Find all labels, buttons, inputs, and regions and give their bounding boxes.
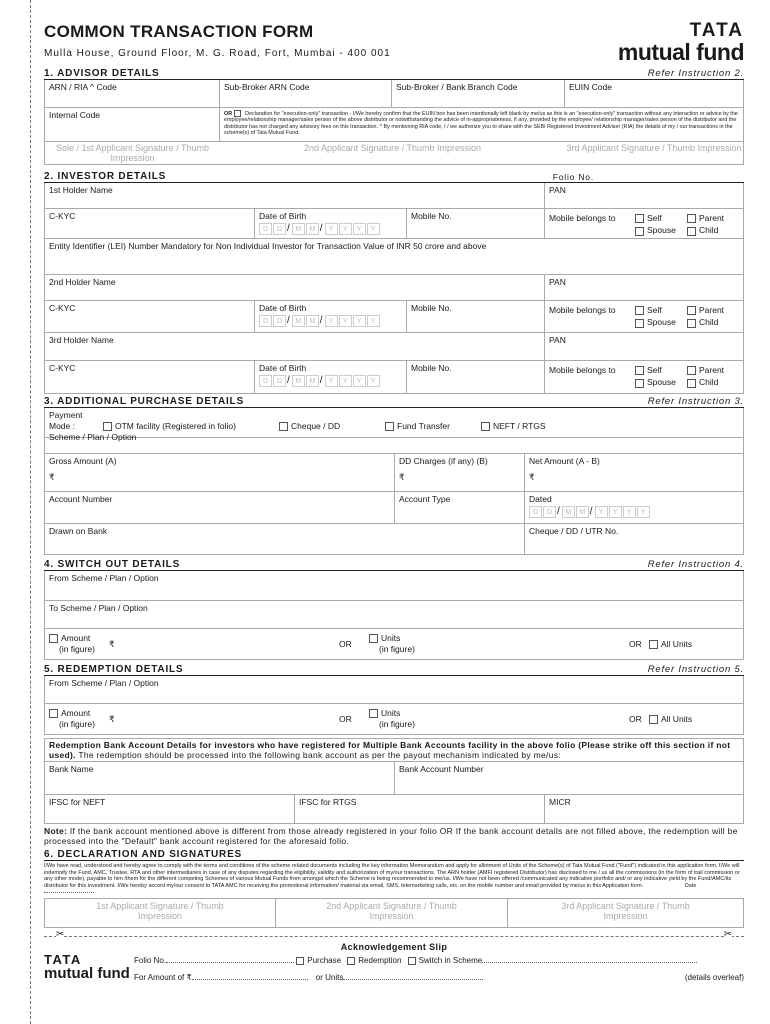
amount-label: Amount (61, 708, 91, 718)
slip-title: Acknowledgement Slip (340, 941, 448, 952)
all-units-label: All Units (661, 638, 693, 649)
from-label: From Scheme / Plan / Option (49, 573, 159, 583)
slip-switch-checkbox[interactable] (408, 957, 416, 965)
account-type-label: Account Type (399, 494, 451, 504)
dob-boxes: D D / M M / Y Y Y Y (259, 375, 402, 387)
investor-box (44, 183, 744, 394)
folio-label: Folio No. (552, 172, 594, 182)
switch-to-field[interactable] (45, 601, 743, 629)
advisor-box (44, 80, 744, 165)
sub-broker-arn-field[interactable] (220, 80, 392, 108)
or-label: OR (629, 714, 642, 724)
account-number-label: Account Number (49, 494, 113, 504)
spouse-label: Spouse (647, 225, 676, 236)
section-purchase-heading (44, 394, 744, 408)
switch-from-field[interactable] (45, 571, 743, 601)
self-checkbox[interactable] (635, 306, 644, 315)
purchase-box (44, 408, 744, 555)
cheque-dd-checkbox[interactable] (279, 422, 288, 431)
slip-logo-tata: TATA (44, 951, 82, 967)
slip-redemption-checkbox[interactable] (347, 957, 355, 965)
bank-note-bold: Redemption Bank Account Details for investors who have registered for Multiple Bank Accounts facility in the above folio (Please strike off this section if not used). (49, 740, 731, 760)
dd-charges-field[interactable] (395, 454, 525, 492)
redemption-note (44, 826, 744, 846)
child-checkbox[interactable] (687, 319, 696, 328)
declaration-text (44, 861, 744, 898)
scissors-icon: ✂ (723, 928, 732, 940)
holder2-ckyc-field[interactable] (45, 301, 255, 333)
gross-label: Gross Amount (A) (49, 456, 117, 466)
ifsc-neft-label: IFSC for NEFT (49, 797, 106, 807)
bank-details-note (45, 739, 743, 761)
holder2-mobile-field[interactable] (407, 301, 545, 333)
declaration-body: I/We have read, understood and hereby agree to comply with the terms and conditions of the scheme related documents including the key information Memorandum and apply for allotment of Units of the Scheme(s) of Tata Mutual Fund ("Fund") indicated in this application form. I/We will indemnify the Fund, AMC, Trustee, RTA and other intermediaries in case of any disputes regarding the eligibility, validity and authorization of my/our transactions. The ARN holder (AMFI registered Distributor) has disclosed to me / us all the commissions (in the form of trail commission or any other mode), payable to him /them for the different competing Schemes of various Mutual Funds from amongst which the Scheme is being recommended to me/us. I/We have not been offered /communicated any indicative portfolio and/ or any indicative yield by the Fund/AMC/its distributor for this investment. I/We hereby accord my/our consent to TATA AMC for receiving the promotional information/ material via email, SMS, telemarketing calls, etc. on the mobile number and email provided by me/us in this Application form. (44, 863, 740, 889)
units-checkbox[interactable] (369, 634, 378, 643)
logo-mf-text: mutual fund (617, 39, 744, 65)
redemption-bank-box (44, 738, 744, 824)
slip-units-line[interactable] (343, 979, 483, 980)
ifsc-rtgs-label: IFSC for RTGS (299, 797, 357, 807)
rupee-icon: ₹ (109, 713, 115, 724)
bank-name-label: Bank Name (49, 764, 94, 774)
holder2-mobile-belongs (545, 301, 743, 333)
form-address: Mulla House, Ground Floor, M. G. Road, Fort, Mumbai - 400 001 (44, 48, 391, 59)
self-checkbox[interactable] (635, 214, 644, 223)
section-title: 6. DECLARATION AND SIGNATURES (44, 849, 243, 860)
or-label: OR (339, 714, 352, 724)
ifsc-neft-field[interactable] (45, 795, 295, 823)
holder1-ckyc-field[interactable] (45, 209, 255, 239)
payment-mode-label: Payment Mode : (49, 410, 83, 431)
fund-transfer-checkbox[interactable] (385, 422, 394, 431)
section-advisor-heading (44, 66, 744, 80)
holder3-mobile-belongs (545, 361, 743, 393)
amount-label: Amount (61, 633, 91, 643)
ckyc-label: C-KYC (49, 303, 76, 313)
dated-boxes: D D / M M / Y Y Y Y (529, 506, 739, 518)
sig3-declaration[interactable]: 3rd Applicant Signature / Thumb Impression (508, 898, 744, 928)
or-label: OR (339, 639, 352, 649)
switch-amount-row (45, 629, 743, 659)
spouse-label: Spouse (647, 317, 676, 328)
sig1-declaration[interactable]: 1st Applicant Signature / Thumb Impression (44, 898, 276, 928)
euin-field[interactable] (565, 80, 743, 108)
holder3-label: 3rd Holder Name (49, 335, 114, 345)
slip-switch-label: Switch in Scheme (418, 955, 483, 965)
child-label: Child (699, 317, 719, 328)
note-bold: Note: (44, 826, 68, 836)
rupee-icon: ₹ (399, 472, 405, 482)
holder2-pan-field[interactable] (545, 275, 743, 301)
dob-label: Date of Birth (259, 211, 307, 221)
section-ref: Refer Instruction 5. (647, 664, 744, 675)
date-line[interactable] (44, 892, 94, 893)
payment-mode-row (45, 408, 743, 442)
section-title: 3. ADDITIONAL PURCHASE DETAILS (44, 396, 244, 407)
holder3-mobile-field[interactable] (407, 361, 545, 393)
branch-code-field[interactable] (392, 80, 565, 108)
all-units-checkbox[interactable] (649, 640, 658, 649)
section-switch-heading (44, 557, 744, 571)
sub-broker-label: Sub-Broker ARN Code (224, 82, 310, 92)
scheme-label[interactable]: Scheme / Plan / Option (49, 432, 137, 442)
gross-amount-field[interactable] (45, 454, 395, 492)
units-label: Units (381, 708, 401, 718)
dob-label: Date of Birth (259, 303, 307, 313)
self-label: Self (647, 213, 662, 223)
drawn-label: Drawn on Bank (49, 526, 108, 536)
parent-checkbox[interactable] (687, 366, 696, 375)
otm-checkbox[interactable] (103, 422, 112, 431)
spouse-checkbox[interactable] (635, 227, 644, 236)
branch-label: Sub-Broker / Bank Branch Code (396, 82, 518, 92)
units-label: Units (381, 633, 401, 643)
in-figure-label: (in figure) (379, 644, 415, 654)
net-amount-field[interactable] (525, 454, 743, 492)
execution-only-checkbox[interactable] (234, 110, 241, 117)
slip-amount-line[interactable] (192, 979, 308, 980)
section-ref: Refer Instruction 2. (647, 68, 744, 79)
child-label: Child (699, 377, 719, 388)
self-checkbox[interactable] (635, 366, 644, 375)
belongs-label: Mobile belongs to (549, 305, 616, 315)
section-title: 1. ADVISOR DETAILS (44, 68, 160, 79)
amount-checkbox[interactable] (49, 709, 58, 718)
spouse-checkbox[interactable] (635, 379, 644, 388)
section-ref: Refer Instruction 3. (647, 396, 744, 407)
logo-tata-text: TATA (689, 20, 744, 41)
units-checkbox[interactable] (369, 709, 378, 718)
parent-label: Parent (699, 365, 725, 375)
slip-purchase-checkbox[interactable] (296, 957, 304, 965)
slip-logo (44, 951, 130, 982)
section-declaration-heading (44, 847, 744, 861)
cheque-label: Cheque / DD (291, 421, 341, 431)
slip-folio-label: Folio No. (134, 955, 167, 965)
holder3-name-field[interactable] (45, 333, 545, 361)
holder3-dob-field[interactable] (255, 361, 407, 393)
holder2-dob-field[interactable] (255, 301, 407, 333)
mobile-label: Mobile No. (411, 303, 452, 313)
sig2-advisor[interactable]: 2nd Applicant Signature / Thumb Impression (304, 143, 481, 153)
declaration-text: Declaration for "execution-only" transaction - I/We hereby confirm that the EUIN box has been intentionally left blank by me/us as this is an "execution-only" transaction without any interaction or advice by the employee/relationship manager/sales person of the above distributor or notwithstanding the advice of in-appropriateness, if any, provided by the employee/ relationship manager/sales person of the distributor and the distributor has not charged any advisory fees on this transaction. ^ By mentioning RIA code, I / we authorize you to share with the SEBI Registered Investment Adviser (RIA) the details of my / our transactions in the scheme(s) of Tata Mutual Fund. (224, 110, 738, 137)
holder2-label: 2nd Holder Name (49, 277, 116, 287)
parent-checkbox[interactable] (687, 306, 696, 315)
bank-name-field[interactable] (45, 762, 395, 795)
tata-logo (618, 22, 744, 64)
in-figure-label: (in figure) (59, 644, 95, 654)
parent-label: Parent (699, 305, 725, 315)
form-page (44, 22, 744, 986)
self-label: Self (647, 365, 662, 375)
parent-checkbox[interactable] (687, 214, 696, 223)
child-checkbox[interactable] (687, 227, 696, 236)
lei-field[interactable] (45, 239, 743, 275)
slip-overleaf: (details overleaf) (684, 972, 744, 982)
cut-line-horizontal (44, 930, 744, 942)
holder1-label: 1st Holder Name (49, 185, 113, 195)
rupee-icon: ₹ (109, 638, 115, 649)
all-units-label: All Units (661, 713, 693, 724)
rupee-icon: ₹ (49, 472, 55, 482)
section-title: 4. SWITCH OUT DETAILS (44, 559, 181, 570)
micr-field[interactable] (545, 795, 743, 823)
ifsc-rtgs-field[interactable] (295, 795, 545, 823)
internal-code-label: Internal Code (49, 110, 101, 120)
internal-code-field[interactable] (45, 108, 220, 142)
slip-scheme-line[interactable] (482, 962, 697, 963)
bank-account-field[interactable] (395, 762, 743, 795)
mobile-label: Mobile No. (411, 363, 452, 373)
child-label: Child (699, 225, 719, 236)
pan-label: PAN (549, 335, 566, 345)
slip-row-2 (134, 973, 483, 982)
dob-label: Date of Birth (259, 363, 307, 373)
dob-boxes: D D / M M / Y Y Y Y (259, 223, 402, 235)
euin-label: EUIN Code (569, 82, 612, 92)
in-figure-label: (in figure) (59, 719, 95, 729)
child-checkbox[interactable] (687, 379, 696, 388)
holder3-ckyc-field[interactable] (45, 361, 255, 393)
belongs-label: Mobile belongs to (549, 365, 616, 375)
switch-box (44, 571, 744, 660)
holder3-pan-field[interactable] (545, 333, 743, 361)
holder1-mobile-belongs (545, 209, 743, 239)
slip-units-label: or Units (315, 972, 344, 982)
parent-label: Parent (699, 213, 725, 223)
drawn-on-bank-field[interactable] (45, 524, 525, 554)
redemption-from-field[interactable] (45, 676, 743, 704)
account-type-field[interactable] (395, 492, 525, 524)
fund-transfer-label: Fund Transfer (397, 421, 450, 431)
belongs-label: Mobile belongs to (549, 213, 616, 223)
cut-line-vertical (30, 0, 31, 1024)
form-title: COMMON TRANSACTION FORM (44, 22, 314, 41)
amount-checkbox[interactable] (49, 634, 58, 643)
arn-label: ARN / RIA ^ Code (49, 82, 117, 92)
rupee-icon: ₹ (529, 472, 535, 482)
redemption-amount-row (45, 704, 743, 734)
execution-only-declaration (220, 108, 743, 142)
net-label: Net Amount (A - B) (529, 456, 600, 466)
to-label: To Scheme / Plan / Option (49, 603, 148, 613)
section-investor-heading (44, 169, 744, 183)
ckyc-label: C-KYC (49, 363, 76, 373)
section-title: 2. INVESTOR DETAILS (44, 171, 167, 182)
bank-account-label: Bank Account Number (399, 764, 484, 774)
micr-label: MICR (549, 797, 571, 807)
date-label: Date (684, 882, 697, 889)
spouse-label: Spouse (647, 377, 676, 388)
arn-code-field[interactable] (45, 80, 220, 108)
slip-logo-mf: mutual fund (44, 964, 130, 982)
cheque-number-field[interactable] (525, 524, 743, 554)
sig2-declaration[interactable]: 2nd Applicant Signature / Thumb Impression (276, 898, 508, 928)
from-label: From Scheme / Plan / Option (49, 678, 159, 688)
section-ref: Refer Instruction 4. (647, 559, 744, 570)
note-text: If the bank account mentioned above is different from those already registered in your folio OR If the bank account details are not filled above, the redemption will be processed into the "Default" bank account registered for the aforesaid folio. (44, 826, 738, 846)
slip-purchase-label: Purchase (307, 955, 342, 965)
bank-note-rest: The redemption should be processed into the following bank account as per the payout mechanism indicated by me/us: (75, 750, 561, 760)
slip-row-1 (134, 956, 697, 965)
all-units-checkbox[interactable] (649, 715, 658, 724)
holder1-mobile-field[interactable] (407, 209, 545, 239)
section-title: 5. REDEMPTION DETAILS (44, 664, 184, 675)
section-redemption-heading (44, 662, 744, 676)
dd-charges-label: DD Charges (if any) (B) (399, 456, 488, 466)
mobile-label: Mobile No. (411, 211, 452, 221)
scissors-icon: ✂ (56, 928, 65, 940)
cheque-number-label: Cheque / DD / UTR No. (529, 526, 619, 536)
lei-label: Entity Identifier (LEI) Number Mandatory for Non Individual Investor for Transaction Value of INR 50 crore and above (49, 241, 487, 251)
self-label: Self (647, 305, 662, 315)
redemption-box (44, 676, 744, 735)
in-figure-label: (in figure) (379, 719, 415, 729)
ckyc-label: C-KYC (49, 211, 76, 221)
slip-amount-label: For Amount of ₹ (134, 972, 192, 982)
acknowledgement-slip (44, 942, 744, 986)
neft-label: NEFT / RTGS (493, 421, 546, 431)
or-label: OR (629, 639, 642, 649)
account-number-field[interactable] (45, 492, 395, 524)
dated-field[interactable] (525, 492, 743, 524)
declaration-signatures (44, 898, 744, 928)
holder1-name-field[interactable] (45, 183, 545, 209)
form-header (44, 22, 744, 66)
dob-boxes: D D / M M / Y Y Y Y (259, 315, 402, 327)
slip-folio-line[interactable] (166, 962, 294, 963)
holder1-dob-field[interactable] (255, 209, 407, 239)
neft-rtgs-checkbox[interactable] (481, 422, 490, 431)
or-label: OR (224, 110, 233, 117)
holder1-pan-field[interactable] (545, 183, 743, 209)
slip-redemption-label: Redemption (358, 955, 402, 965)
pan-label: PAN (549, 185, 566, 195)
holder2-name-field[interactable] (45, 275, 545, 301)
spouse-checkbox[interactable] (635, 319, 644, 328)
otm-label: OTM facility (Registered in folio) (115, 421, 236, 431)
sig3-advisor[interactable]: 3rd Applicant Signature / Thumb Impression (566, 143, 742, 153)
sig1-advisor[interactable]: Sole / 1st Applicant Signature / Thumb Impression (56, 143, 209, 163)
dated-label: Dated (529, 494, 552, 504)
pan-label: PAN (549, 277, 566, 287)
